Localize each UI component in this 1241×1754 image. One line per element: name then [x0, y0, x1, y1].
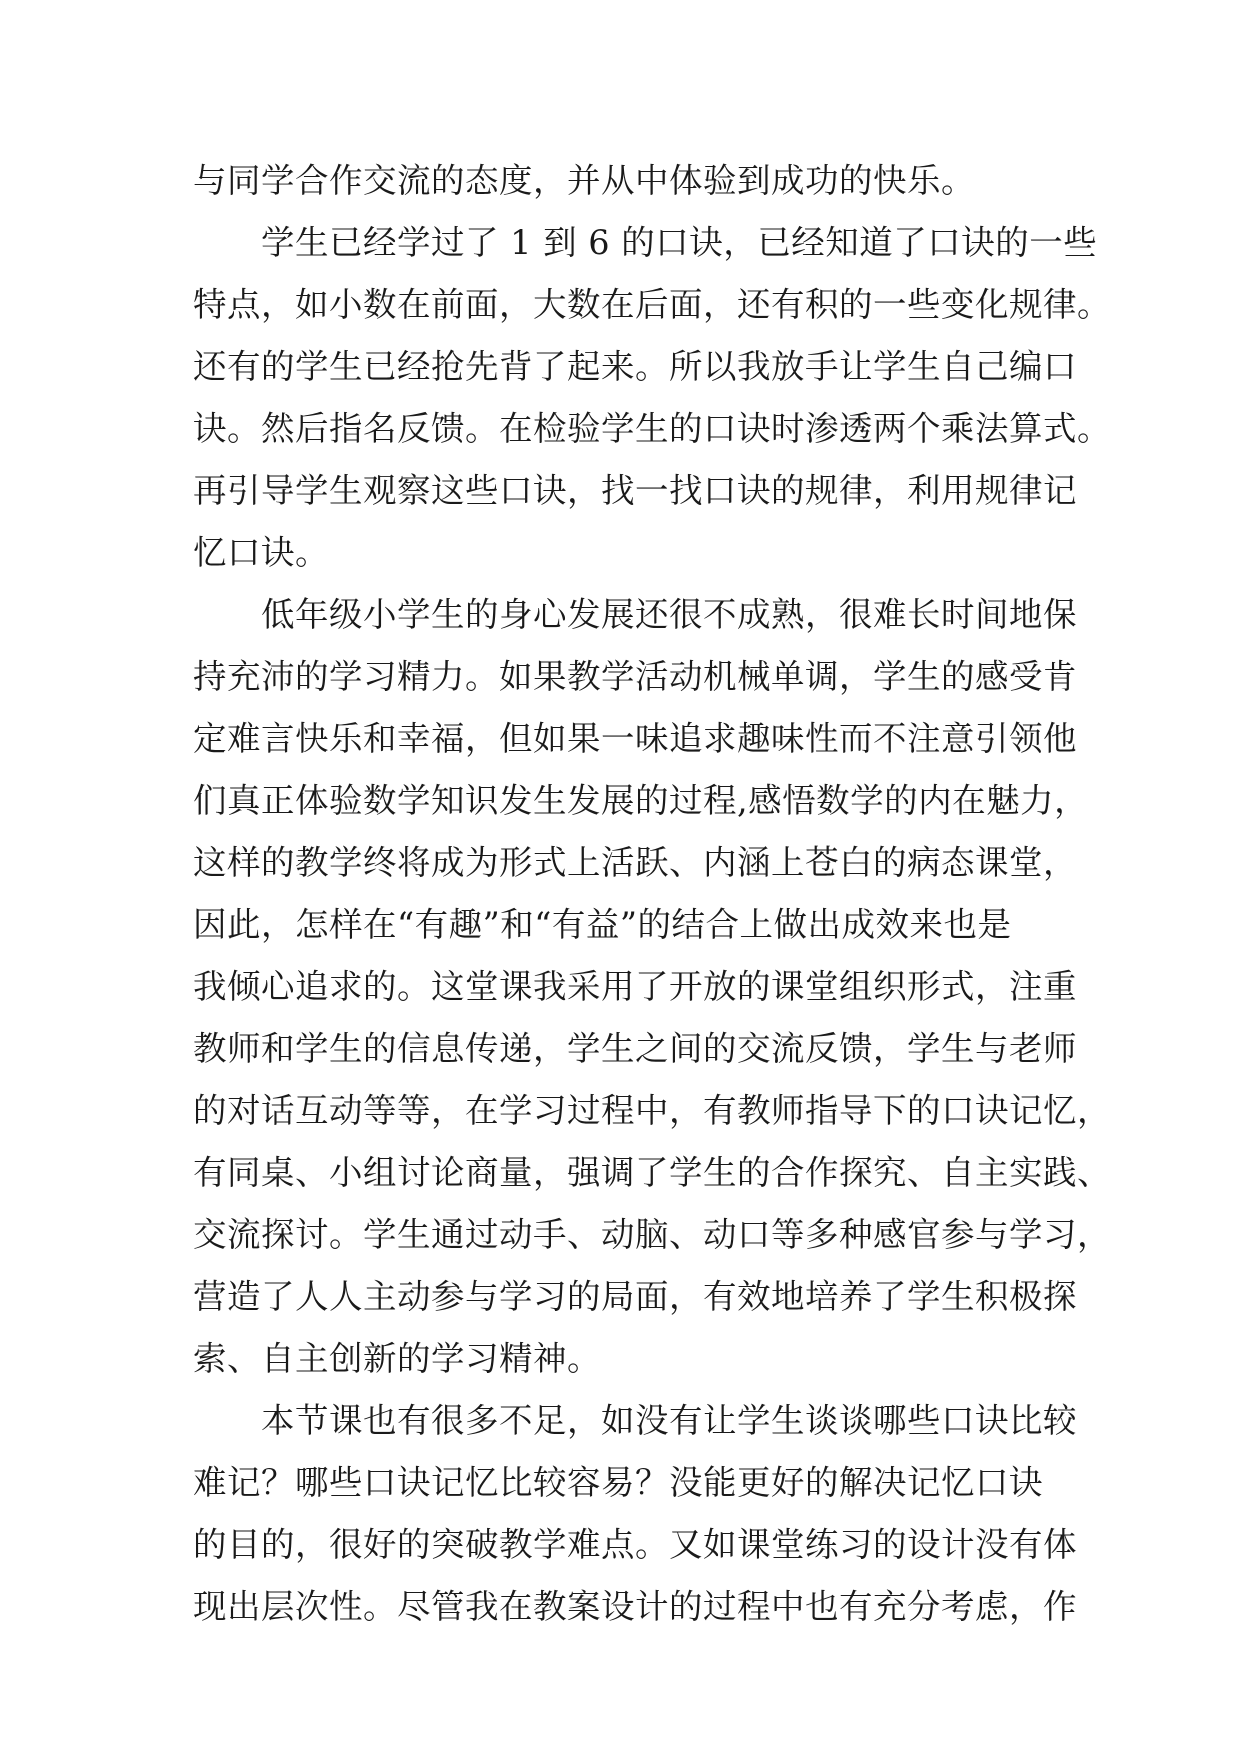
- text-line: 还有的学生已经抢先背了起来。所以我放手让学生自己编口: [193, 347, 1077, 386]
- paragraph-start-line: 本节课也有很多不足，如没有让学生谈谈哪些口诀比较: [261, 1401, 1077, 1440]
- text-line: 交流探讨。学生通过动手、动脑、动口等多种感官参与学习，: [193, 1215, 1111, 1254]
- paragraph-start-line: 学生已经学过了 1 到 6 的口诀，已经知道了口诀的一些: [261, 223, 1098, 262]
- text-line: 持充沛的学习精力。如果教学活动机械单调，学生的感受肯: [193, 657, 1077, 696]
- text-line: 我倾心追求的。这堂课我采用了开放的课堂组织形式，注重: [193, 967, 1077, 1006]
- text-line: 有同桌、小组讨论商量，强调了学生的合作探究、自主实践、: [193, 1153, 1111, 1192]
- text-line: 定难言快乐和幸福，但如果一味追求趣味性而不注意引领他: [193, 719, 1077, 758]
- text-line: 营造了人人主动参与学习的局面，有效地培养了学生积极探: [193, 1277, 1077, 1316]
- text-line: 这样的教学终将成为形式上活跃、内涵上苍白的病态课堂，: [193, 843, 1077, 882]
- text-line: 因此，怎样在“有趣”和“有益”的结合上做出成效来也是: [193, 905, 1012, 944]
- text-line: 的对话互动等等，在学习过程中，有教师指导下的口诀记忆，: [193, 1091, 1111, 1130]
- text-line: 教师和学生的信息传递，学生之间的交流反馈，学生与老师: [193, 1029, 1077, 1068]
- text-line: 现出层次性。尽管我在教案设计的过程中也有充分考虑，作: [193, 1587, 1077, 1626]
- text-line: 的目的，很好的突破教学难点。又如课堂练习的设计没有体: [193, 1525, 1077, 1564]
- body-text: [193, 150, 1111, 1638]
- text-line: 与同学合作交流的态度，并从中体验到成功的快乐。: [193, 161, 975, 200]
- paragraph-start-line: 低年级小学生的身心发展还很不成熟，很难长时间地保: [261, 595, 1077, 634]
- text-line: 们真正体验数学知识发生发展的过程,感悟数学的内在魅力，: [193, 781, 1089, 820]
- text-line: 索、自主创新的学习精神。: [193, 1339, 601, 1378]
- text-line: 特点，如小数在前面，大数在后面，还有积的一些变化规律。: [193, 285, 1111, 324]
- text-line: 难记？哪些口诀记忆比较容易？没能更好的解决记忆口诀: [193, 1463, 1043, 1502]
- text-line: 再引导学生观察这些口诀，找一找口诀的规律，利用规律记: [193, 471, 1077, 510]
- text-line: 忆口诀。: [193, 533, 329, 572]
- text-line: 诀。然后指名反馈。在检验学生的口诀时渗透两个乘法算式。: [193, 409, 1111, 448]
